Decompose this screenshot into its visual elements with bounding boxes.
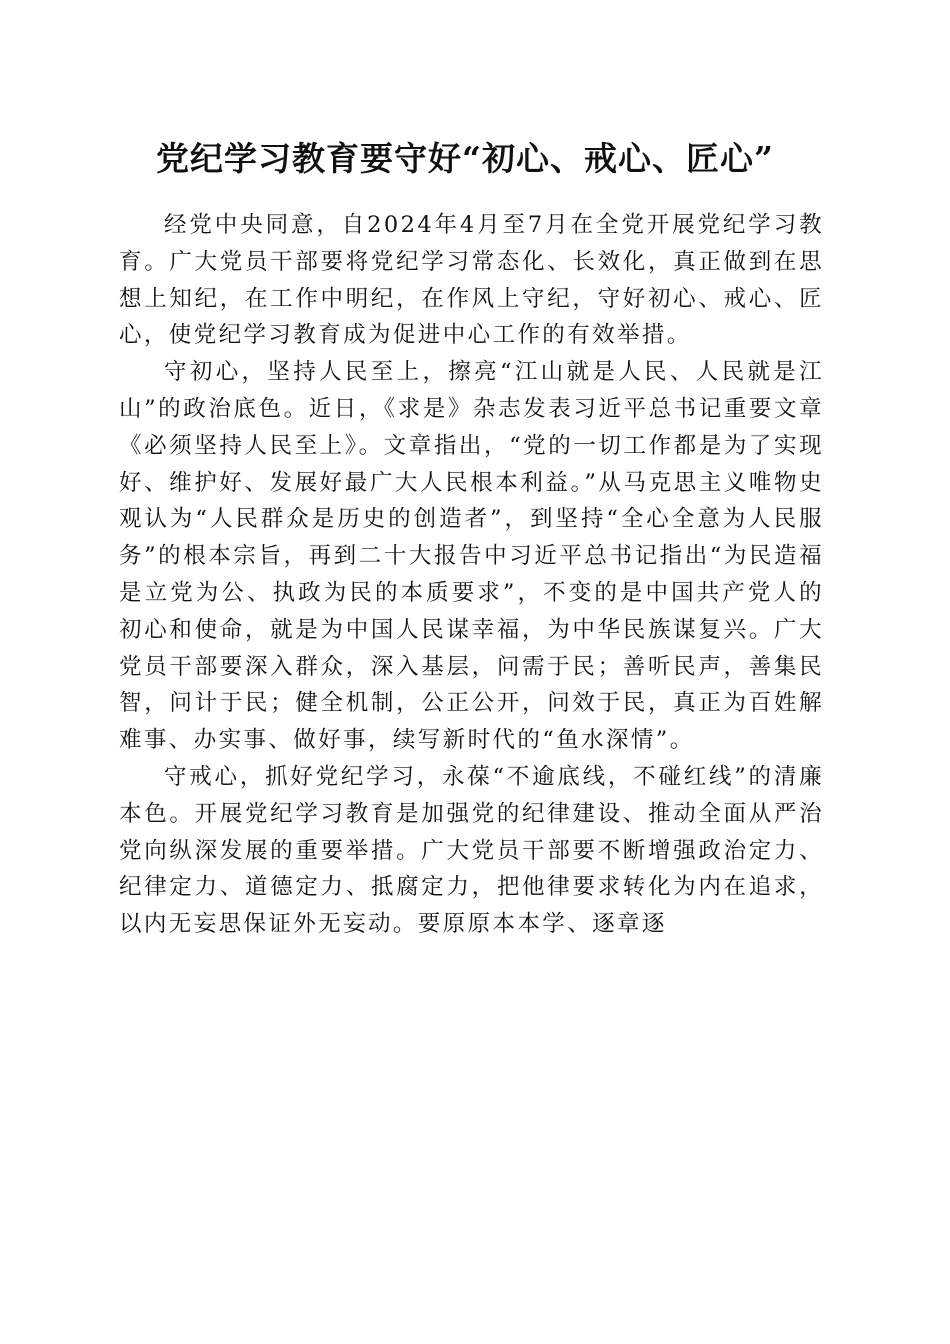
paragraph-intro: 经党中央同意，自2024年4月至7月在全党开展党纪学习教育。广大党员干部要将党纪学习常态化、长效化，真正做到在思想上知纪，在工作中明纪，在作风上守纪，守好初心、戒心、匠心，使党纪学习教育成为促进中心工作的有效举措。 <box>119 212 824 349</box>
paragraph-original-aspiration: 守初心，坚持人民至上，擦亮“江山就是人民、人民就是江山”的政治底色。近日，《求是》杂志发表习近平总书记重要文章《必须坚持人民至上》。文章指出，“党的一切工作都是为了实现好、维护好、发展好最广大人民根本利益。”从马克思主义唯物史观认为“人民群众是历史的创造者”，到坚持“全心全意为人民服务”的根本宗旨，再到二十大报告中习近平总书记指出“为民造福是立党为公、执政为民的本质要求”，不变的是中国共产党人的初心和使命，就是为中国人民谋幸福，为中华民族谋复兴。广大党员干部要深入群众，深入基层，问需于民；善听民声，善集民智，问计于民；健全机制，公正公开，问效于民，真正为百姓解难事、办实事、做好事，续写新时代的“鱼水深情”。 <box>119 359 824 754</box>
paragraph-vigilance: 守戒心，抓好党纪学习，永葆“不逾底线，不碰红线”的清廉本色。开展党纪学习教育是加强党的纪律建设、推动全面从严治党向纵深发展的重要举措。广大党员干部要不断增强政治定力、纪律定力、道德定力、抵腐定力，把他律要求转化为内在追求，以内无妄思保证外无妄动。要原原本本学、逐章逐 <box>119 763 824 938</box>
document-body <box>119 207 824 943</box>
document-title: 党纪学习教育要守好“初心、戒心、匠心” <box>156 139 774 178</box>
